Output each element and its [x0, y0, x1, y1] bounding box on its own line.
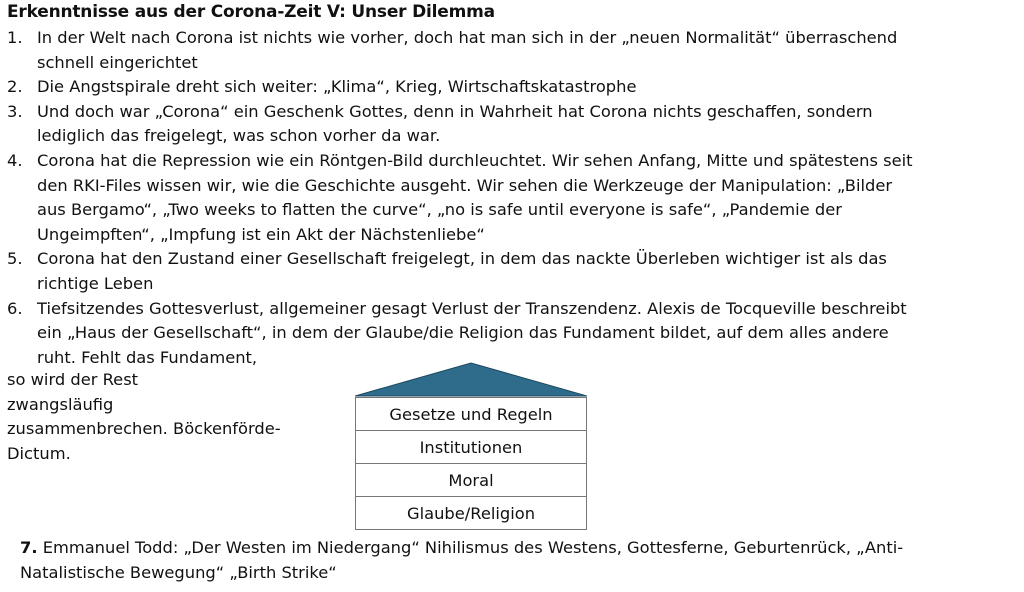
list-item-text: schnell eingerichtet — [37, 52, 198, 72]
house-level-faith-foundation: Glaube/Religion — [355, 496, 587, 530]
list-item-text: Und doch war „Corona“ ein Geschenk Gottes, denn in Wahrheit hat Corona nichts geschaffen, sondern — [37, 101, 873, 121]
continuation-line: zwangsläufig — [7, 394, 114, 414]
list-item-text: lediglich das freigelegt, was schon vorher da war. — [37, 126, 441, 146]
list-item-number: 4. — [7, 150, 23, 170]
house-level-institutions: Institutionen — [355, 430, 587, 464]
list-item-text: Corona hat die Repression wie ein Röntgen-Bild durchleuchtet. Wir sehen Anfang, Mitte und spätestens seit — [37, 150, 913, 170]
list-item-number: 2. — [7, 77, 23, 97]
list-item-number: 1. — [7, 28, 23, 47]
list-item-text: Tiefsitzendes Gottesverlust, allgemeiner gesagt Verlust der Transzendenz. Alexis de Tocqueville beschreibt — [37, 298, 907, 318]
list-item-text: Ungeimpften“, „Impfung ist ein Akt der Nächstenliebe“ — [37, 224, 485, 244]
list-item-text: ruht. Fehlt das Fundament, — [37, 347, 258, 367]
list-item-text: Emmanuel Todd: „Der Westen im Niedergang“ Nihilismus des Westens, Gottesferne, Geburtenrück, „Anti- — [42, 538, 904, 557]
insights-list — [7, 26, 992, 370]
continuation-line: so wird der Rest — [7, 370, 139, 389]
list-item-text: Die Angstspirale dreht sich weiter: „Klima“, Krieg, Wirtschaftskatastrophe — [37, 77, 637, 97]
page-title: Erkenntnisse aus der Corona-Zeit V: Unser Dilemma — [7, 2, 495, 22]
list-item-text: richtige Leben — [37, 273, 154, 293]
list-item-text: In der Welt nach Corona ist nichts wie vorher, doch hat man sich in der „neuen Normalität“ überraschend — [37, 28, 898, 47]
list-item — [7, 297, 992, 371]
list-item-number: 3. — [7, 101, 23, 121]
list-item-number: 6. — [7, 298, 23, 318]
continuation-line: Dictum. — [7, 443, 71, 463]
list-item-text: aus Bergamo“, „Two weeks to flatten the curve“, „no is safe until everyone is safe“, „Pandemie der — [37, 200, 842, 220]
list-item-number: 5. — [7, 249, 23, 269]
item6-continuation — [7, 368, 307, 466]
house-level-morals: Moral — [355, 463, 587, 497]
list-item-number: 7. — [20, 538, 38, 557]
list-item-text: den RKI-Files wissen wir, wie die Geschichte ausgeht. Wir sehen die Werkzeuge der Manipulation: „Bilder — [37, 175, 893, 195]
list-item-7 — [20, 536, 1010, 585]
list-item — [7, 247, 992, 296]
house-roof-shape — [355, 362, 587, 397]
list-item — [7, 75, 992, 100]
continuation-line: zusammenbrechen. Böckenförde- — [7, 419, 281, 439]
list-item — [7, 100, 992, 149]
list-item — [7, 26, 992, 75]
list-item-text: Corona hat den Zustand einer Gesellschaft freigelegt, in dem das nackte Überleben wichtiger ist als das — [37, 249, 887, 269]
list-item — [7, 149, 992, 247]
house-level-laws: Gesetze und Regeln — [355, 397, 587, 431]
list-item-text: Natalistische Bewegung“ „Birth Strike“ — [20, 562, 337, 582]
list-item-text: ein „Haus der Gesellschaft“, in dem der Glaube/die Religion das Fundament bildet, auf dem alles andere — [37, 323, 889, 343]
house-of-society-diagram — [355, 362, 587, 530]
